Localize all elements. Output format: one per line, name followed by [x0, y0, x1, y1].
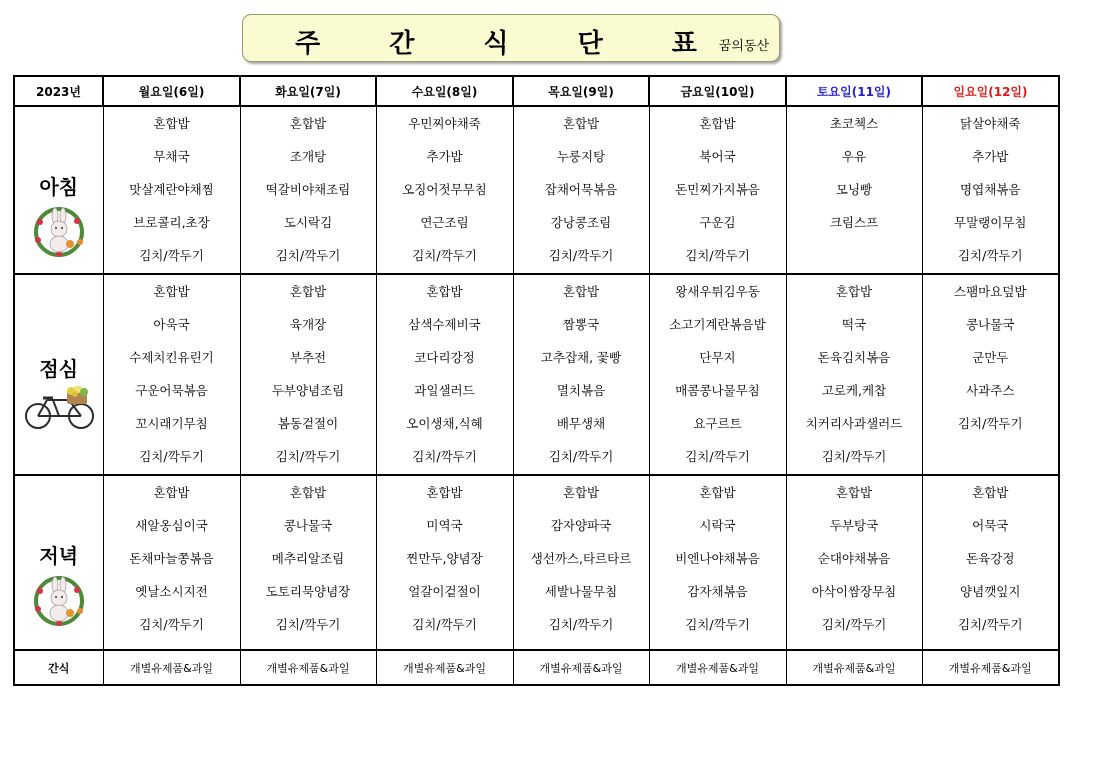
- dish-item: 우민찌야채죽: [408, 116, 481, 131]
- dish-item: 감자채볶음: [687, 584, 748, 599]
- dish-item: 군만두: [972, 350, 1009, 365]
- day-header-mon: 월요일(6일): [103, 76, 240, 106]
- flower-bicycle-icon: [23, 386, 95, 432]
- dish-item: 모닝빵: [835, 182, 873, 197]
- day-header-wed: 수요일(8일): [376, 76, 513, 106]
- dish-item: 시락국: [699, 518, 736, 533]
- dish-item: 떡갈비야채조림: [265, 182, 351, 197]
- menu-wed-breakfast: [377, 107, 513, 272]
- snack-mon: 개별유제품&과일: [103, 650, 240, 685]
- dish-item: 오징어젓무무침: [402, 182, 487, 197]
- dish-item: 과일샐러드: [414, 383, 475, 398]
- dish-item: 혼합밥: [153, 116, 190, 131]
- dish-item: 멸치볶음: [556, 383, 606, 398]
- dish-item: 혼합밥: [153, 485, 190, 500]
- dish-item: 잡채어묵볶음: [544, 182, 618, 197]
- dish-item: 혼합밥: [562, 116, 600, 131]
- dish-item: 고로케,케찹: [821, 383, 887, 398]
- dish-item: 혼합밥: [289, 116, 327, 131]
- dish-item: 브로콜리,초장: [133, 215, 210, 230]
- dish-item: 두부탕국: [829, 518, 879, 533]
- dish-item: 돈채마늘쫑볶음: [129, 551, 214, 566]
- dish-item: 어묵국: [972, 518, 1009, 533]
- lunch-row: [14, 274, 1059, 475]
- dish-item: 혼합밥: [835, 284, 873, 299]
- center-name: 꿈의동산: [718, 39, 769, 54]
- menu-fri-lunch: [650, 275, 786, 473]
- dish-item: 오이생채,식혜: [406, 416, 483, 431]
- dish-item: 김치/깍두기: [821, 449, 887, 464]
- dish-item: 꼬시래기무침: [135, 416, 208, 431]
- dish-item: 아삭이쌈장무침: [811, 584, 897, 599]
- dish-item: 메추리알조림: [271, 551, 345, 566]
- meal-label-cell: [14, 475, 103, 650]
- menu-thu-dinner: [514, 476, 649, 641]
- menu-thu-lunch: [514, 275, 649, 473]
- dish-item: 김치/깍두기: [412, 248, 477, 263]
- dish-item: 매콤콩나물무침: [675, 383, 760, 398]
- menu-mon-breakfast: [104, 107, 240, 272]
- dish-item: 왕새우튀김우동: [675, 284, 760, 299]
- dish-item: 양념깻잎지: [960, 584, 1021, 599]
- dish-item: 김치/깍두기: [821, 617, 887, 632]
- dish-item: 육개장: [289, 317, 327, 332]
- dish-item: 봄동겉절이: [277, 416, 339, 431]
- meal-label-cell: [14, 106, 103, 274]
- dish-item: 혼합밥: [835, 485, 873, 500]
- menu-thu-breakfast: [514, 107, 649, 272]
- title-banner: [242, 14, 780, 62]
- menu-mon-dinner: [104, 476, 240, 641]
- dish-item: 찐만두,양념장: [406, 551, 483, 566]
- dish-item: 혼합밥: [426, 284, 463, 299]
- dish-item: 김치/깍두기: [412, 617, 477, 632]
- menu-sat-lunch: [787, 275, 922, 473]
- dish-item: 김치/깍두기: [685, 617, 750, 632]
- bunny-wreath-icon: [30, 204, 88, 260]
- dish-item: 닭살야채죽: [960, 116, 1021, 131]
- breakfast-row: [14, 106, 1059, 274]
- dish-item: 콩나물국: [283, 518, 333, 533]
- dish-item: 김치/깍두기: [685, 248, 750, 263]
- dish-item: 미역국: [426, 518, 463, 533]
- dish-item: 혼합밥: [562, 284, 600, 299]
- snack-thu: 개별유제품&과일: [513, 650, 649, 685]
- dish-item: 돈육강정: [966, 551, 1015, 566]
- dish-item: 김치/깍두기: [548, 449, 614, 464]
- dish-item: 세발나물무침: [544, 584, 618, 599]
- day-header-tue: 화요일(7일): [240, 76, 376, 106]
- dish-item: 강낭콩조림: [550, 215, 612, 230]
- menu-wed-lunch: [377, 275, 513, 473]
- dish-item: 김치/깍두기: [957, 416, 1023, 431]
- dish-item: 수제치킨유린기: [129, 350, 214, 365]
- meal-label-snack: 간식: [14, 650, 103, 685]
- dish-item: 스팸마요덮밥: [954, 284, 1027, 299]
- snack-fri: 개별유제품&과일: [649, 650, 786, 685]
- menu-mon-lunch: [104, 275, 240, 473]
- dish-item: 고추잡채, 꽃빵: [540, 350, 622, 365]
- dish-item: 순대야채볶음: [817, 551, 891, 566]
- meal-label-cell: [14, 274, 103, 475]
- day-header-fri: 금요일(10일): [649, 76, 786, 106]
- menu-fri-dinner: [650, 476, 786, 641]
- meal-label-lunch: 점심: [39, 357, 79, 381]
- dish-item: 무채국: [153, 149, 190, 164]
- menu-wed-dinner: [377, 476, 513, 641]
- snack-tue: 개별유제품&과일: [240, 650, 376, 685]
- dish-item: 크림스프: [829, 215, 879, 230]
- dish-item: 구운김: [699, 215, 736, 230]
- dish-item: 콩나물국: [966, 317, 1015, 332]
- dish-item: 새알옹심이국: [135, 518, 208, 533]
- snack-wed: 개별유제품&과일: [376, 650, 513, 685]
- dish-item: 김치/깍두기: [275, 248, 341, 263]
- menu-sun-lunch: [923, 275, 1059, 440]
- dish-item: 김치/깍두기: [139, 248, 204, 263]
- dish-item: 혼합밥: [426, 485, 463, 500]
- dish-item: 연근조림: [420, 215, 469, 230]
- dish-item: 김치/깍두기: [548, 617, 614, 632]
- snack-row: [14, 650, 1059, 685]
- dish-item: 배무생채: [556, 416, 606, 431]
- meal-label-dinner: 저녁: [39, 544, 79, 568]
- dish-item: 사과주스: [966, 383, 1015, 398]
- dish-item: 삼색수제비국: [408, 317, 481, 332]
- snack-sat: 개별유제품&과일: [786, 650, 922, 685]
- dish-item: 두부양념조림: [271, 383, 345, 398]
- dish-item: 누룽지탕: [556, 149, 606, 164]
- dish-item: 옛날소시지전: [135, 584, 208, 599]
- dish-item: 무말랭이무침: [954, 215, 1027, 230]
- meal-label-breakfast: 아침: [39, 175, 79, 199]
- dish-item: 김치/깍두기: [685, 449, 750, 464]
- dinner-row: [14, 475, 1059, 650]
- dish-item: 요구르트: [693, 416, 742, 431]
- dish-item: 명엽채볶음: [960, 182, 1021, 197]
- dish-item: 초코첵스: [829, 116, 879, 131]
- day-header-sat: 토요일(11일): [786, 76, 922, 106]
- dish-item: 김치/깍두기: [412, 449, 477, 464]
- dish-item: 혼합밥: [972, 485, 1009, 500]
- dish-item: 도토리묵양념장: [265, 584, 351, 599]
- dish-item: 치커리사과샐러드: [805, 416, 903, 431]
- day-header-sun: 일요일(12일): [922, 76, 1059, 106]
- dish-item: 도시락김: [283, 215, 333, 230]
- menu-tue-dinner: [241, 476, 376, 641]
- dish-item: 혼합밥: [699, 485, 736, 500]
- dish-item: 비엔나야채볶음: [675, 551, 760, 566]
- dish-item: 김치/깍두기: [957, 617, 1023, 632]
- dish-item: 생선까스,타르타르: [530, 551, 632, 566]
- dish-item: 추가밥: [426, 149, 463, 164]
- bunny-wreath-icon: [30, 573, 88, 629]
- menu-sun-dinner: [923, 476, 1059, 641]
- dish-item: 김치/깍두기: [275, 449, 341, 464]
- page-title: 주 간 식 단 표: [295, 29, 727, 59]
- menu-fri-breakfast: [650, 107, 786, 272]
- dish-item: 얼갈이겉절이: [408, 584, 481, 599]
- dish-item: 짬뽕국: [562, 317, 600, 332]
- dish-item: 우유: [841, 149, 867, 164]
- dish-item: 단무지: [699, 350, 736, 365]
- menu-sat-dinner: [787, 476, 922, 641]
- dish-item: 부추전: [289, 350, 327, 365]
- dish-item: 소고기계란볶음밥: [669, 317, 766, 332]
- menu-sat-breakfast: [787, 107, 922, 239]
- weekly-menu-table: [13, 75, 1060, 686]
- dish-item: 돈민찌가지볶음: [675, 182, 760, 197]
- day-header-thu: 목요일(9일): [513, 76, 649, 106]
- dish-item: 떡국: [841, 317, 867, 332]
- dish-item: 돈육김치볶음: [817, 350, 891, 365]
- menu-tue-breakfast: [241, 107, 376, 272]
- dish-item: 혼합밥: [289, 284, 327, 299]
- dish-item: 혼합밥: [289, 485, 327, 500]
- dish-item: 혼합밥: [562, 485, 600, 500]
- dish-item: 김치/깍두기: [275, 617, 341, 632]
- dish-item: 김치/깍두기: [957, 248, 1023, 263]
- dish-item: 북어국: [699, 149, 736, 164]
- menu-tue-lunch: [241, 275, 376, 473]
- dish-item: 김치/깍두기: [139, 449, 204, 464]
- dish-item: 혼합밥: [153, 284, 190, 299]
- dish-item: 김치/깍두기: [548, 248, 614, 263]
- dish-item: 맛살계란야채찜: [129, 182, 214, 197]
- header-row: [14, 76, 1059, 106]
- dish-item: 김치/깍두기: [139, 617, 204, 632]
- snack-sun: 개별유제품&과일: [922, 650, 1059, 685]
- year-label: 2023년: [14, 76, 103, 106]
- dish-item: 아욱국: [153, 317, 190, 332]
- dish-item: 코다리강정: [414, 350, 475, 365]
- menu-sun-breakfast: [923, 107, 1059, 272]
- dish-item: 감자양파국: [550, 518, 612, 533]
- dish-item: 혼합밥: [699, 116, 736, 131]
- dish-item: 조개탕: [289, 149, 327, 164]
- dish-item: 구운어묵볶음: [135, 383, 208, 398]
- dish-item: 추가밥: [972, 149, 1009, 164]
